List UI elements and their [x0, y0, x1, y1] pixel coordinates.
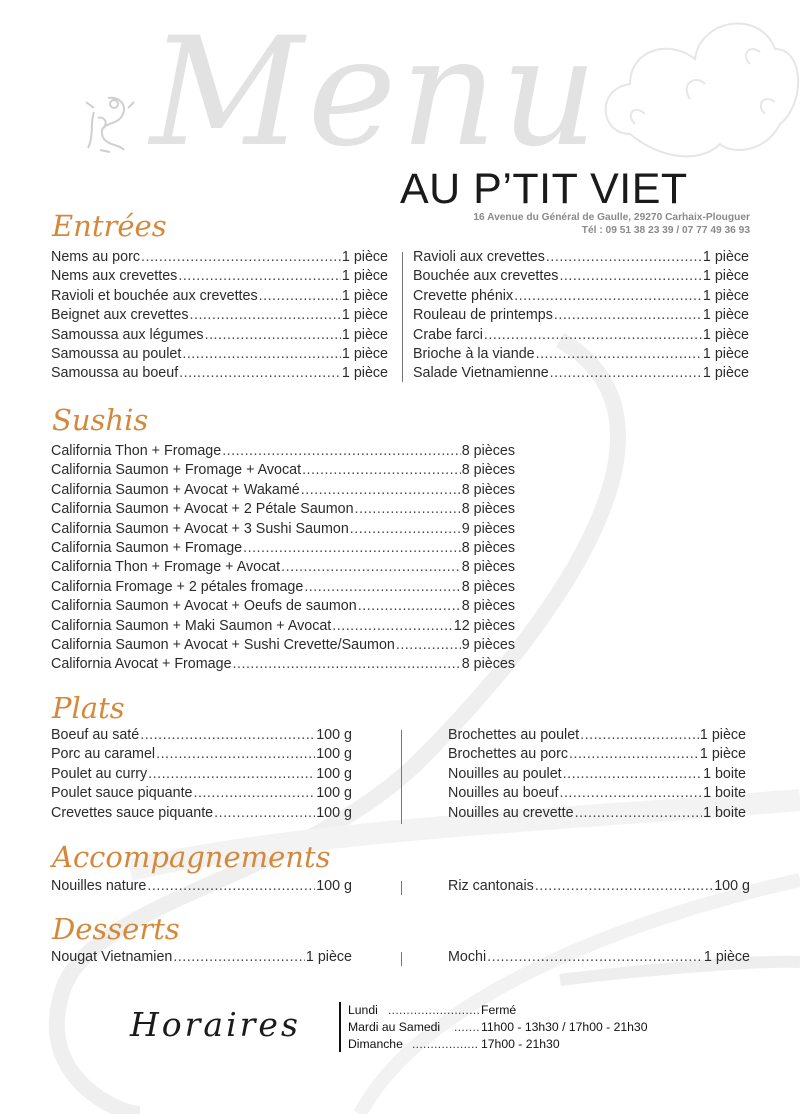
menu-item-quantity: 100 g	[316, 804, 352, 821]
menu-item-quantity: 1 pièce	[305, 949, 352, 965]
phone: Tél : 09 51 38 23 39 / 07 77 49 36 93	[581, 225, 750, 236]
menu-item-name: Samoussa au poulet	[51, 346, 182, 363]
dot-leader	[156, 745, 315, 764]
menu-item	[51, 345, 388, 364]
dot-leader	[259, 287, 341, 306]
section-title-accompagnements: Accompagnements	[52, 840, 331, 874]
menu-item-quantity: 1 pièce	[702, 365, 749, 382]
menu-item	[413, 267, 749, 286]
accompagnements-left-list	[51, 877, 352, 896]
menu-item	[51, 597, 515, 616]
menu-item-name: Crevettes sauce piquante	[51, 804, 214, 821]
menu-item	[413, 364, 749, 383]
menu-item-name: Nouilles au poulet	[448, 765, 562, 782]
dot-leader	[194, 784, 316, 803]
menu-item	[413, 248, 749, 267]
dot-leader	[214, 804, 315, 823]
hours-row	[348, 1002, 647, 1019]
menu-item-name: California Saumon + Avocat + Oeufs de saumon	[51, 598, 357, 615]
dot-leader	[546, 248, 702, 267]
dot-leader	[243, 539, 461, 558]
menu-item-quantity: 1 boite	[703, 765, 746, 782]
dot-leader: .......	[454, 1020, 480, 1034]
restaurant-name: AU P’TIT VIET	[400, 165, 688, 213]
dot-leader	[179, 364, 341, 383]
menu-item-quantity: 9 pièces	[461, 637, 515, 654]
menu-item-name: Crabe farci	[413, 326, 483, 343]
menu-item-quantity: 1 boite	[703, 804, 746, 821]
column-divider	[401, 881, 402, 895]
dot-leader	[396, 636, 461, 655]
menu-item-quantity: 1 pièce	[702, 287, 749, 304]
dot-leader	[205, 326, 341, 345]
dot-leader	[563, 765, 702, 784]
menu-item-quantity: 8 pièces	[461, 578, 515, 595]
menu-item-quantity: 1 pièce	[699, 746, 746, 763]
dot-leader	[350, 520, 461, 539]
menu-item	[51, 481, 515, 500]
dot-leader	[140, 726, 315, 745]
dot-leader	[358, 597, 461, 616]
menu-item-quantity: 100 g	[316, 878, 352, 894]
menu-item	[448, 784, 746, 803]
menu-item-name: Mochi	[448, 949, 487, 965]
menu-item-quantity: 1 pièce	[341, 249, 388, 265]
menu-item	[51, 804, 352, 823]
menu-item-name: Nouilles au crevette	[448, 804, 574, 821]
hours-day: Lundi	[348, 1003, 378, 1017]
entrees-right-list	[413, 248, 749, 384]
menu-item-name: Boeuf au saté	[51, 727, 140, 743]
menu-item-quantity: 1 pièce	[341, 365, 388, 382]
menu-item	[413, 287, 749, 306]
menu-item-quantity: 100 g	[316, 746, 352, 763]
menu-item-quantity: 1 boite	[703, 785, 746, 802]
hours-value: 11h00 - 13h30 / 17h00 - 21h30	[481, 1020, 648, 1034]
column-divider	[402, 252, 403, 382]
menu-item-name: Beignet aux crevettes	[51, 307, 189, 324]
dot-leader	[332, 617, 453, 636]
menu-item-name: Ravioli et bouchée aux crevettes	[51, 287, 258, 304]
menu-item	[51, 784, 352, 803]
menu-item-quantity: 1 pièce	[341, 346, 388, 363]
desserts-left-list	[51, 948, 352, 967]
dot-leader	[580, 726, 699, 745]
dot-leader	[173, 948, 305, 967]
hours-day: Dimanche	[348, 1037, 403, 1051]
menu-item-name: Nouilles nature	[51, 878, 147, 894]
dot-leader	[281, 558, 461, 577]
menu-item	[51, 948, 352, 967]
menu-item	[51, 287, 388, 306]
dot-leader	[182, 345, 341, 364]
menu-item-quantity: 8 pièces	[461, 598, 515, 615]
menu-item-name: Nouilles au boeuf	[448, 785, 559, 802]
menu-item-name: Samoussa aux légumes	[51, 326, 204, 343]
dot-leader	[487, 948, 703, 967]
dot-leader	[355, 500, 461, 519]
menu-item-quantity: 100 g	[714, 878, 750, 894]
menu-item	[51, 520, 515, 539]
menu-item	[51, 765, 352, 784]
menu-item-name: California Fromage + 2 pétales fromage	[51, 578, 304, 595]
menu-item-name: California Saumon + Avocat + 3 Sushi Saumon	[51, 520, 349, 537]
menu-item	[51, 726, 352, 745]
menu-item-name: California Saumon + Fromage + Avocat	[51, 462, 302, 479]
menu-item	[51, 539, 515, 558]
menu-item-quantity: 1 pièce	[702, 307, 749, 324]
menu-item	[448, 948, 750, 967]
hours-value: 17h00 - 21h30	[481, 1037, 560, 1051]
menu-item	[51, 578, 515, 597]
menu-item	[51, 745, 352, 764]
hours-row	[348, 1036, 647, 1053]
menu-item-name: California Thon + Fromage	[51, 443, 222, 459]
menu-item-quantity: 100 g	[316, 765, 352, 782]
dot-leader	[569, 745, 699, 764]
dot-leader	[535, 877, 713, 896]
horaires-divider	[339, 1002, 341, 1052]
dot-leader	[484, 326, 702, 345]
menu-item	[51, 461, 515, 480]
entrees-left-list	[51, 248, 388, 384]
dot-leader	[147, 877, 315, 896]
desserts-right-list	[448, 948, 750, 967]
menu-item-name: Samoussa au boeuf	[51, 365, 179, 382]
cloud-icon	[590, 4, 800, 164]
menu-item	[448, 745, 746, 764]
menu-item	[51, 306, 388, 325]
dot-leader	[301, 481, 461, 500]
menu-item-quantity: 1 pièce	[702, 346, 749, 363]
section-title-plats: Plats	[52, 691, 125, 725]
menu-item	[51, 267, 388, 286]
dot-leader	[559, 267, 701, 286]
dot-leader: .........................	[388, 1003, 481, 1017]
menu-item-name: Brochettes au porc	[448, 746, 569, 763]
hours-row	[348, 1019, 647, 1036]
menu-item-name: Riz cantonais	[448, 878, 534, 894]
menu-item-name: Poulet sauce piquante	[51, 785, 193, 802]
dot-leader	[148, 765, 315, 784]
accompagnements-right-list	[448, 877, 750, 896]
menu-item-quantity: 8 pièces	[461, 481, 515, 498]
menu-item-name: California Avocat + Fromage	[51, 656, 232, 673]
menu-item-quantity: 8 pièces	[461, 462, 515, 479]
plats-left-list	[51, 726, 352, 823]
menu-item	[51, 617, 515, 636]
menu-item	[51, 326, 388, 345]
dot-leader	[178, 267, 341, 286]
dot-leader	[554, 306, 702, 325]
dot-leader	[190, 306, 341, 325]
dot-leader	[222, 442, 461, 461]
dot-leader	[536, 345, 702, 364]
menu-item-quantity: 1 pièce	[341, 307, 388, 324]
menu-item	[448, 877, 750, 896]
horaires-title: Horaires	[130, 1005, 301, 1044]
menu-item	[448, 765, 746, 784]
menu-item	[51, 364, 388, 383]
menu-item-quantity: 1 pièce	[702, 268, 749, 285]
dot-leader	[514, 287, 702, 306]
column-divider	[401, 730, 402, 824]
menu-item	[448, 726, 746, 745]
section-title-sushis: Sushis	[52, 403, 149, 437]
menu-item-name: California Saumon + Avocat + Wakamé	[51, 481, 300, 498]
menu-item	[413, 306, 749, 325]
menu-item	[51, 248, 388, 267]
menu-item	[51, 442, 515, 461]
menu-item-name: Nems au porc	[51, 249, 140, 265]
menu-item-quantity: 8 pièces	[461, 559, 515, 576]
dot-leader	[559, 784, 702, 803]
dot-leader	[141, 248, 341, 267]
menu-item-name: California Saumon + Avocat + Sushi Crevette/Saumon	[51, 637, 395, 654]
menu-item-quantity: 1 pièce	[699, 727, 746, 743]
section-title-desserts: Desserts	[52, 912, 180, 946]
menu-item-quantity: 12 pièces	[453, 617, 515, 634]
menu-item-name: California Saumon + Fromage	[51, 540, 243, 557]
menu-watermark: Menu	[150, 6, 602, 180]
opening-hours	[348, 1002, 647, 1053]
contact-info	[473, 211, 750, 237]
menu-item-quantity: 1 pièce	[703, 949, 750, 965]
menu-item-quantity: 8 pièces	[461, 540, 515, 557]
menu-item-name: Porc au caramel	[51, 746, 156, 763]
dot-leader: ..................	[412, 1037, 479, 1051]
menu-item-name: Bouchée aux crevettes	[413, 268, 559, 285]
menu-item-quantity: 100 g	[316, 727, 352, 743]
menu-item-quantity: 1 pièce	[341, 287, 388, 304]
sushis-list	[51, 442, 515, 675]
menu-item-quantity: 100 g	[316, 785, 352, 802]
menu-item	[51, 877, 352, 896]
section-title-entrees: Entrées	[52, 209, 167, 243]
menu-item	[51, 655, 515, 674]
menu-item-name: California Thon + Fromage + Avocat	[51, 559, 281, 576]
menu-item-name: Salade Vietnamienne	[413, 365, 549, 382]
column-divider	[401, 952, 402, 966]
menu-item	[448, 804, 746, 823]
menu-item-quantity: 1 pièce	[341, 268, 388, 285]
menu-item	[413, 345, 749, 364]
dot-leader	[550, 364, 702, 383]
menu-item-quantity: 1 pièce	[702, 249, 749, 265]
menu-item-name: Nougat Vietnamien	[51, 949, 173, 965]
dot-leader	[304, 578, 460, 597]
menu-item-name: Brioche à la viande	[413, 346, 535, 363]
menu-item-name: Poulet au curry	[51, 765, 148, 782]
menu-item-name: Nems aux crevettes	[51, 268, 178, 285]
menu-item-name: California Saumon + Avocat + 2 Pétale Saumon	[51, 501, 354, 518]
menu-item-quantity: 1 pièce	[702, 326, 749, 343]
hours-value: Fermé	[481, 1003, 517, 1017]
plats-right-list	[448, 726, 746, 823]
dot-leader	[233, 655, 461, 674]
address: 16 Avenue du Général de Gaulle, 29270 Carhaix-Plouguer	[473, 212, 750, 223]
menu-item-quantity: 8 pièces	[461, 501, 515, 518]
hours-day: Mardi au Samedi	[348, 1020, 441, 1034]
dot-leader	[575, 804, 703, 823]
menu-item	[413, 326, 749, 345]
dot-leader	[302, 461, 461, 480]
menu-item-quantity: 9 pièces	[461, 520, 515, 537]
menu-item-name: Crevette phénix	[413, 287, 514, 304]
menu-item	[51, 558, 515, 577]
menu-item-name: Brochettes au poulet	[448, 727, 580, 743]
menu-item-quantity: 8 pièces	[461, 443, 515, 459]
menu-item-name: Rouleau de printemps	[413, 307, 553, 324]
dragon-icon	[80, 92, 136, 156]
menu-item-name: Ravioli aux crevettes	[413, 249, 545, 265]
menu-item	[51, 636, 515, 655]
menu-item	[51, 500, 515, 519]
menu-item-quantity: 1 pièce	[341, 326, 388, 343]
menu-item-quantity: 8 pièces	[461, 656, 515, 673]
menu-item-name: California Saumon + Maki Saumon + Avocat	[51, 617, 332, 634]
